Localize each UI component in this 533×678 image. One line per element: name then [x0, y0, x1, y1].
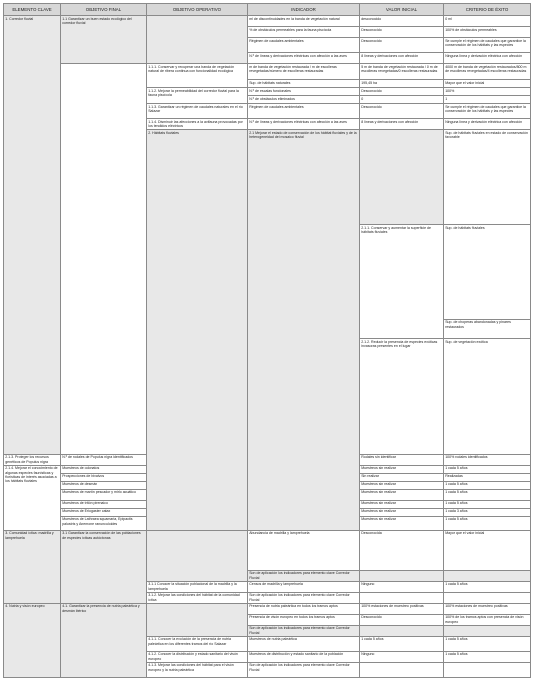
success-criterion-cell: Mayor que el valor inicial: [444, 80, 531, 88]
initial-value-cell: Desconocido: [360, 38, 444, 53]
indicator-cell: Prospecciones de bivalvos: [61, 473, 147, 481]
final-objective-cell: 1.1 Garantizar un buen estado ecológico del corredor fluvial: [61, 16, 147, 64]
indicator-cell: Abundancia de madrilla y lamprehuela: [248, 530, 360, 570]
success-criterion-cell: 1 cada 5 años: [444, 481, 531, 489]
indicator-cell: Censos de madrilla y lamprehuela: [248, 581, 360, 592]
operative-objective-cell: 1.1.2. Mejorar la permeabilidad del corredor fluvial para la fauna piscícola: [147, 88, 248, 104]
success-criterion-cell: 100% estaciones de muestreo positivas: [444, 603, 531, 614]
operative-objective-cell: 2.1.2. Reducir la presencia de especies exóticas invasoras presentes en el lugar: [360, 338, 444, 454]
initial-value-cell: [360, 625, 444, 636]
success-criterion-cell: 100% de obstáculos permeables: [444, 27, 531, 38]
operative-objective-cell: [360, 130, 444, 225]
final-objective-cell: [61, 64, 147, 455]
indicator-cell: Muestreos de nutria paleártica: [248, 636, 360, 651]
key-element-cell: 3. Comunidad íctica: madrilla y lamprehuela: [4, 530, 61, 603]
final-objective-cell: 2.1 Mejorar el estado de conservación de los hábitat fluviales y de la heterogeneidad del mosaico fluvial: [248, 130, 360, 531]
indicator-cell: Muestreos de martín pescador y mirlo acuático: [61, 489, 147, 500]
success-criterion-cell: 1 cada 5 años: [444, 581, 531, 592]
header-elemento-clave: ELEMENTO CLAVE: [4, 4, 61, 16]
table-row: [4, 64, 531, 80]
operative-objective-cell: 2.1.3. Proteger los recursos genéticos de Populus nigra: [4, 454, 61, 465]
indicator-cell: Sup. de hábitats fluviales en estado de conservación favorable: [444, 130, 531, 225]
initial-value-cell: Muestreos sin realizar: [360, 500, 444, 508]
table-row: [4, 603, 531, 614]
initial-value-cell: Muestreos sin realizar: [360, 489, 444, 500]
operative-objective-cell: 1.1.4. Disminuir las afecciones a la avifauna provocadas por los tendidos eléctricos: [147, 119, 248, 130]
operative-objective-cell: 4.1.3. Mejorar las condiciones del hábitat para el visón europeo y la nutria paleártica: [147, 662, 248, 677]
key-element-cell: 1. Corredor fluvial: [4, 16, 61, 455]
initial-value-cell: Desconocido: [360, 614, 444, 625]
indicator-cell: Son de aplicación los indicadores para elemento clave Corredor Fluvial: [248, 592, 360, 603]
operative-objective-cell: 1.1.3. Garantizar un régimen de caudales naturales en el río Salazar: [147, 104, 248, 119]
success-criterion-cell: 1 cada 5 años: [444, 636, 531, 651]
indicator-cell: Presencia de visón europeo en todos los tramos aptos: [248, 614, 360, 625]
success-criterion-cell: 0 ml: [444, 16, 531, 27]
indicator-cell: Muestreos de tritón pirenaico: [61, 500, 147, 508]
indicator-cell: Régimen de caudales ambientales: [248, 104, 360, 119]
initial-value-cell: [360, 662, 444, 677]
success-criterion-cell: 1 cada 5 años: [444, 516, 531, 530]
indicator-cell: Sup. de hábitats naturales: [248, 80, 360, 88]
indicator-cell: Son de aplicación los indicadores para elemento clave Corredor Fluvial: [248, 570, 360, 581]
initial-value-cell: Rodales sin identificar: [360, 454, 444, 465]
success-criterion-cell: 1 cada 3 años: [444, 508, 531, 516]
success-criterion-cell: 100% rodales identificados: [444, 454, 531, 465]
initial-value-cell: Desconocido: [360, 88, 444, 96]
objectives-table: [3, 3, 531, 678]
header-criterio-exito: CRITERIO DE ÉXITO: [444, 4, 531, 16]
header-row: [4, 4, 531, 16]
operative-objective-cell: 3.1.1 Conocer la situación poblacional de la madrilla y la lamprehuela: [147, 581, 248, 592]
initial-value-cell: 0: [360, 96, 444, 104]
initial-value-cell: Desconocido: [360, 27, 444, 38]
initial-value-cell: desconocido: [360, 16, 444, 27]
key-element-cell: 4. Nutria y visón europeo: [4, 603, 61, 677]
indicator-cell: N.º de escalas funcionales: [248, 88, 360, 96]
operative-objective-cell: [147, 530, 248, 581]
initial-value-cell: Muestreos sin realizar: [360, 481, 444, 489]
success-criterion-cell: 1 cada 5 años: [444, 651, 531, 662]
final-objective-cell: 4.1. Garantizar la presencia de nutria paleártica y desmán ibérico: [61, 603, 147, 677]
success-criterion-cell: [444, 570, 531, 581]
operative-objective-cell: 2.1.1. Conservar y aumentar la superficie de hábitats fluviales: [360, 224, 444, 338]
initial-value-cell: [360, 570, 444, 581]
final-objective-cell: 3.1 Garantizar la conservación de las poblaciones de especies ícticas autóctonas: [61, 530, 147, 603]
success-criterion-cell: 100% de los tramos aptos con presencia de visón europeo: [444, 614, 531, 625]
initial-value-cell: Desconocida: [360, 530, 444, 570]
operative-objective-cell: 3.1.2. Mejorar las condiciones del hábitat de la comunidad íctica: [147, 592, 248, 603]
indicator-cell: Sup. de hábitats fluviales: [444, 224, 531, 319]
header-objetivo-final: OBJETIVO FINAL: [61, 4, 147, 16]
initial-value-cell: 195,45 ha: [360, 80, 444, 88]
success-criterion-cell: Realizadas: [444, 473, 531, 481]
operative-objective-cell: 2.1.4. Mejorar el conocimiento de algunas especies faunísticas y florísticas de interés asociadas a los hábitats fluviales: [4, 465, 61, 530]
indicator-cell: m de banda de vegetación restaurada / m de escolleras revegetadas/número de escolleras restauradas: [248, 64, 360, 80]
success-criterion-cell: [444, 625, 531, 636]
indicator-cell: Presencia de nutria paleártica en todos los tramos aptos: [248, 603, 360, 614]
success-criterion-cell: 1: [444, 96, 531, 104]
indicator-cell: Son de aplicación los indicadores para elemento clave Corredor Fluvial: [248, 662, 360, 677]
success-criterion-cell: 4000 m de banda de vegetación restaurados/800 m de escolleras revegetadas/4 escolleras restauradas: [444, 64, 531, 80]
initial-value-cell: Desconocido: [360, 104, 444, 119]
indicator-cell: N.º de líneas y derivaciones eléctricas con afección a las aves: [248, 53, 360, 64]
operative-objective-cell: 1.1.1. Conservar y recuperar una banda de vegetación natural de ribera continua con funcionalidad ecológica: [147, 64, 248, 88]
indicator-cell: ml de discontinuidades en la banda de vegetación natural: [248, 16, 360, 27]
success-criterion-cell: [444, 662, 531, 677]
initial-value-cell: Sin realizar: [360, 473, 444, 481]
initial-value-cell: Ninguno: [360, 651, 444, 662]
indicator-cell: N.º de rodales de Populus nigra identificados: [61, 454, 147, 465]
indicator-cell: % de obstáculos permeables para la fauna piscícola: [248, 27, 360, 38]
indicator-cell: Sup. de vegetación exótica: [444, 338, 531, 454]
success-criterion-cell: 100%: [444, 88, 531, 96]
initial-value-cell: Muestreos sin realizar: [360, 516, 444, 530]
indicator-cell: Son de aplicación los indicadores para elemento clave Corredor Fluvial: [248, 625, 360, 636]
initial-value-cell: 100% estaciones de muestreo positivas: [360, 603, 444, 614]
table-row: [4, 530, 531, 570]
success-criterion-cell: [444, 592, 531, 603]
success-criterion-cell: Se cumple el régimen de caudales que garantice la conservación de los hábitats y las especies: [444, 38, 531, 53]
initial-value-cell: Muestreos sin realizar: [360, 465, 444, 473]
operative-objective-cell: 4.1.2. Conocer la distribución y estado sanitario del visón europeo: [147, 651, 248, 662]
success-criterion-cell: 1 cada 5 años: [444, 500, 531, 508]
success-criterion-cell: Mayor que el valor inicial: [444, 530, 531, 570]
indicator-cell: Sup. de choperas abandonadas y pinares restaurados: [444, 319, 531, 338]
success-criterion-cell: Se cumple el régimen de caudales que garantice la conservación de los hábitats y las especies: [444, 104, 531, 119]
indicator-cell: Muestreos de distribución y estado sanitario de la población: [248, 651, 360, 662]
success-criterion-cell: 1 cada 5 años: [444, 489, 531, 500]
initial-value-cell: [360, 592, 444, 603]
initial-value-cell: 1 cada 5 años: [360, 636, 444, 651]
operative-objective-cell: 4.1.1. Conocer la evolución de la presencia de nutria paleártica en los diferentes tramos del río Salazar: [147, 636, 248, 651]
initial-value-cell: 8 líneas y derivaciones con afección: [360, 53, 444, 64]
initial-value-cell: Muestreos sin realizar: [360, 508, 444, 516]
initial-value-cell: Ninguno: [360, 581, 444, 592]
key-element-cell: 2. Hábitats fluviales: [147, 130, 248, 531]
indicator-cell: Muestreos de odonatos: [61, 465, 147, 473]
success-criterion-cell: Ninguna línea y derivación eléctrica con afección: [444, 119, 531, 130]
initial-value-cell: 5 m de banda de vegetación restaurada / 0 m de escolleras revegetadas/0 escolleras restauradas: [360, 64, 444, 80]
indicator-cell: Muestreos de desmán: [61, 481, 147, 489]
success-criterion-cell: Ninguna línea y derivación eléctrica con afección: [444, 53, 531, 64]
header-objetivo-operativo: OBJETIVO OPERATIVO: [147, 4, 248, 16]
indicator-cell: Muestreos de Eriogaster catax: [61, 508, 147, 516]
header-valor-inicial: VALOR INICIAL: [360, 4, 444, 16]
operative-objective-cell: [147, 16, 248, 64]
header-indicador: INDICADOR: [248, 4, 360, 16]
indicator-cell: Muestreos de Lathraea squamaria, Epipactis palustris y Anemone ranunculoides: [61, 516, 147, 530]
table-row: [4, 16, 531, 27]
indicator-cell: N.º de líneas y derivaciones eléctricas con afección a las aves: [248, 119, 360, 130]
operative-objective-cell: [147, 603, 248, 636]
indicator-cell: Régimen de caudales ambientales: [248, 38, 360, 53]
initial-value-cell: 8 líneas y derivaciones con afección: [360, 119, 444, 130]
indicator-cell: N.º de obstáculos eliminados: [248, 96, 360, 104]
success-criterion-cell: 1 cada 5 años: [444, 465, 531, 473]
